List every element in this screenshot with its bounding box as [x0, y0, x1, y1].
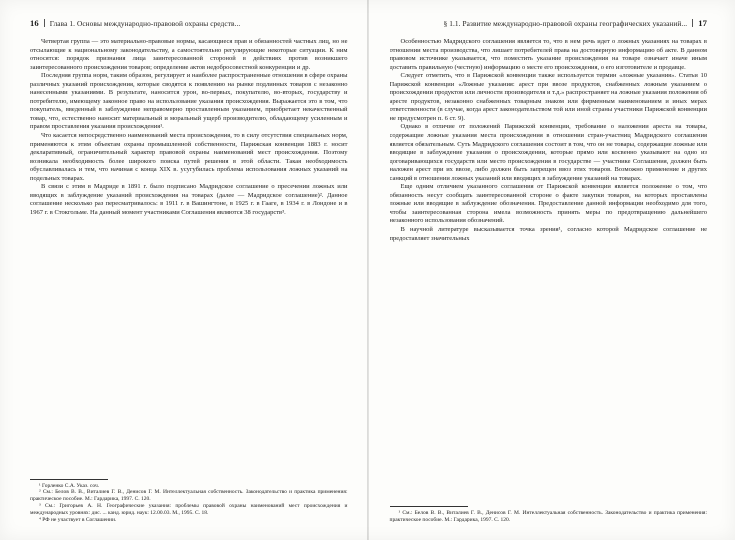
- footnote: ² См.: Белов В. В., Виталиев Г. В., Денисов Г. М. Интеллектуальная собственность. Законодательство и практика применения: практическое пособие. М.: Гардарика, 1997. С. 120.: [30, 489, 348, 503]
- paragraph: В научной литературе высказывается точка зрения¹, согласно которой Мадридское соглашение не предоставляет значительных: [389, 226, 707, 242]
- running-head-divider: [44, 19, 45, 27]
- footnote: ¹ Горленко С.А. Указ. соч.: [39, 482, 100, 489]
- paragraph: Еще одним отличием указанного соглашения от Парижской конвенции является положение о том, что обязанность несут сообщать заинтересованной стороне о факте закупки товаров, на которых проставлены ложные или вводящие в заблуждение обозначения. Предоставление данной информации необходимо для того, чтобы заинтересованная сторона имела возможность принять меры по предотвращению дальнейшего незаконного использования обозначений.: [389, 183, 707, 225]
- footnote: ³ См.: Григорьев А. Н. Географические указания: проблемы правовой охраны наименований мест происхождения и международных уровнях: дис. ... канд. юрид. наук: 12.00.03. М., 1995. С. 18.: [30, 503, 348, 517]
- paragraph: Что касается непосредственно наименований места происхождения, то в силу отсутствия специальных норм, применяются к этим объектам охраны промышленной собственности, Парижская конвенция 1883 г. носит декларативный, ограничительный характер правовой охраны наименований мест происхождения. Поэтому возникала необходимость более широкого поиска путей решения в этой области. Такая необходимость обуславливалась и тем, что начиная с конца XIX в. усугубилась проблема использования ложных указаний на подельных товарах.: [30, 132, 348, 182]
- footnote-separator: [390, 506, 468, 507]
- left-body-text: [30, 38, 348, 472]
- right-footnotes: [390, 503, 708, 524]
- paragraph: Четвертая группа — это материально-правовые нормы, касающиеся прав и обязанностей частных лиц, но не отсылающие к национальному законодательству, а самостоятельно регулирующие некоторые ситуации. К ним относятся: порядок признания лица заинтересованной стороной в действиях против возникшего заинтересованного происхождения товаров; определение актов недобросовестной конкуренции и др.: [30, 38, 348, 71]
- left-running-title: Глава 1. Основы международно-правовой охраны средств...: [49, 19, 241, 28]
- paragraph: Особенностью Мадридского соглашения является то, что в нем речь идет о ложных указаниях на товарах в отношении места производства, что лишает потребителей права на достоверную информацию об акте. В данном правовом источнике указывается, что поместить указание происхождения на товаре означает иначе иным доставить правильную (честную) информацию о месте его происхождения, о его изготовителе и продавце.: [389, 38, 707, 71]
- right-running-title: § 1.1. Развитие международно-правовой охраны географических указаний...: [443, 19, 688, 28]
- paragraph: Однако в отличие от положений Парижской конвенции, требование о наложении ареста на товары, содержащие ложные указания места происхождения в отношении стран-участниц Мадридского соглашения является обязательным. Суть Мадридского соглашения состоит в том, что он не товары, содержащие ложные или вводящие в заблуждение указания о происхождении, которые прямо или косвенно указывают на одно из договаривающихся государств или место происхождения в государстве — участнике Соглашения, должен быть наложен арест при их ввозе, либо должен быть запрещен ввоз этих товаров. Возможно применение и других санкций в отношении ложных указаний или вводящих в заблуждение указаний на товарах.: [389, 123, 707, 182]
- left-running-head: [30, 18, 348, 32]
- right-body-text: [390, 38, 708, 499]
- left-page-number: 16: [30, 18, 39, 28]
- paragraph: В связи с этим в Мадриде в 1891 г. было подписано Мадридское соглашение о пресечении ложных или вводящих в заблуждение указаний происхождения на товарах (далее — Мадридское соглашение)². Данное соглашение несколько раз пересматривалось: в 1911 г. в Вашингтоне, в 1925 г. в Гааге, в 1934 г. в Лондоне и в 1967 г. в Стокгольме. На данный момент участниками Соглашения являются 38 государств³.: [30, 183, 348, 216]
- right-page: [368, 0, 735, 540]
- left-footnotes: [30, 476, 348, 524]
- right-running-head: [390, 18, 708, 32]
- right-page-number: 17: [698, 18, 707, 28]
- footnote-separator: [30, 479, 108, 480]
- footnote: ⁴ РФ не участвует в Соглашении.: [39, 517, 117, 524]
- footnote: ¹ См.: Белов В. В., Виталиев Г. В., Денисов Г. М. Интеллектуальная собственность. Законодательство и практика применения: практическое пособие. М.: Гардарика, 1997. С. 120.: [389, 510, 707, 524]
- paragraph: Последняя группа норм, таким образом, регулирует и наиболее распространенные отношения в сфере охраны различных указаний происхождения, которые сводятся к появлению на рынке подлинных товаров с незаконно нанесенными указаниями. В результате, наносится урон, во-первых, покупателю, во-вторых, государству и потребителю, имеющему законное право на использование указания происхождения. Выражается это в том, что покупатель, введенный в заблуждение неправомерно проставленным указанием, приобретает некачественный товар, что, естественно наносит материальный и моральный ущерб производителю, обладающему усиленным и правом проставления указания происхождения¹.: [30, 72, 348, 131]
- running-head-divider: [692, 19, 693, 27]
- paragraph: Следует отметить, что в Парижской конвенции также используется термин «ложные указания». Статьи 10 Парижской конвенции «Ложные указания: арест при ввозе продуктов, снабженных ложным указанием о происхождении продуктов или личности производителя и т.д.» распространяет на ложные указания положения об аресте продуктов, незаконно снабженных товарным знаком или фирменным наименованием и иных мерах ответственности (в случае, когда арест законодательством той или иной страны участники Парижской конвенции не предусмотрен п. 6 ст. 9).: [389, 72, 707, 122]
